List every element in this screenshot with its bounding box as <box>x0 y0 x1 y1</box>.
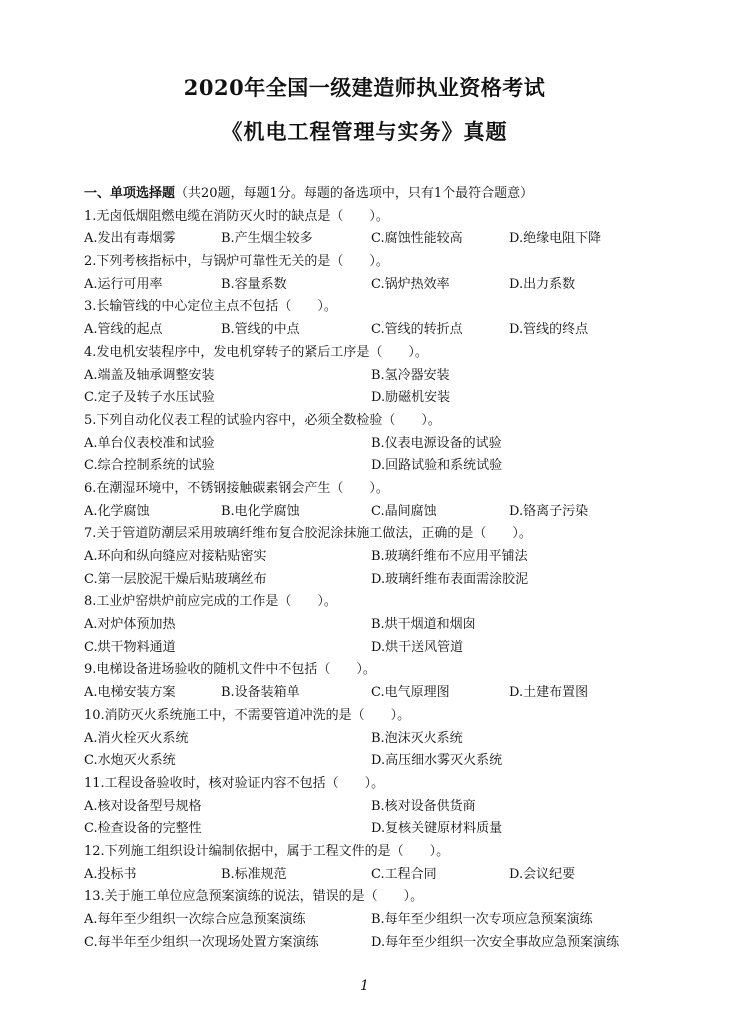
option-b: B.电化学腐蚀 <box>221 503 300 519</box>
question-options <box>84 501 654 524</box>
option-a: A.端盖及轴承调整安装 <box>84 367 215 383</box>
option-b: B.容量系数 <box>221 276 287 292</box>
question-options <box>84 365 654 388</box>
option-c: C.第一层胶泥干燥后贴玻璃丝布 <box>84 571 267 587</box>
option-a: A.运行可用率 <box>84 276 163 292</box>
option-b: B.氢冷器安装 <box>371 367 450 383</box>
option-c: C.检查设备的完整性 <box>84 821 202 837</box>
question-stem: 1.无卤低烟阻燃电缆在消防灭火时的缺点是（ ）。 <box>84 208 389 224</box>
option-a: A.管线的起点 <box>84 322 163 338</box>
question-options <box>84 728 654 751</box>
question-options <box>84 387 654 410</box>
question-options <box>84 433 654 456</box>
option-a: A.化学腐蚀 <box>84 503 150 519</box>
question-options <box>84 569 654 592</box>
question-stem: 4.发电机安装程序中，发电机穿转子的紧后工序是（ ）。 <box>84 344 428 360</box>
option-a: A.核对设备型号规格 <box>84 798 202 814</box>
option-d: D.高压细水雾灭火系统 <box>371 753 503 769</box>
option-c: C.烘干物料通道 <box>84 639 176 655</box>
option-d: D.出力系数 <box>509 276 576 292</box>
question-stem: 8.工业炉窑烘炉前应完成的工作是（ ）。 <box>84 594 337 610</box>
question-options <box>84 637 654 660</box>
option-d: D.土建布置图 <box>509 685 589 701</box>
option-a: A.发出有毒烟雾 <box>84 231 176 247</box>
option-d: D.铬离子污染 <box>509 503 589 519</box>
question-options <box>84 909 654 932</box>
option-a: A.对炉体预加热 <box>84 617 176 633</box>
question-options <box>84 864 654 887</box>
question-options <box>84 682 654 705</box>
option-d: D.玻璃纤维布表面需涂胶泥 <box>371 571 529 587</box>
option-a: A.消火栓灭火系统 <box>84 730 189 746</box>
question-stem: 12.下列施工组织设计编制依据中，属于工程文件的是（ ）。 <box>84 843 450 859</box>
option-a: A.每年至少组织一次综合应急预案演练 <box>84 912 306 927</box>
option-b: B.设备装箱单 <box>221 685 300 701</box>
question-options <box>84 750 654 773</box>
question-options <box>84 455 654 478</box>
question-options <box>84 932 654 955</box>
page-number: 1 <box>360 978 369 994</box>
option-b: B.泡沫灭火系统 <box>371 730 463 746</box>
question-stem: 10.消防灭火系统施工中，不需要管道冲洗的是（ ）。 <box>84 707 411 723</box>
question-stem: 13.关于施工单位应急预案演练的说法，错误的是（ ）。 <box>84 889 424 905</box>
section-note: （共20题，每题1分。每题的备选项中，只有1个最符合题意） <box>175 186 534 201</box>
option-b: B.管线的中点 <box>221 322 300 338</box>
option-b: B.标准规范 <box>221 866 287 882</box>
option-d: D.绝缘电阻下降 <box>509 231 602 247</box>
option-b: B.每年至少组织一次专项应急预案演练 <box>371 912 593 927</box>
question-options <box>84 796 654 819</box>
option-c: C.每半年至少组织一次现场处置方案演练 <box>84 934 319 950</box>
option-a: A.电梯安装方案 <box>84 685 176 701</box>
option-c: C.腐蚀性能较高 <box>371 231 463 247</box>
question-options <box>84 614 654 637</box>
option-b: B.产生烟尘较多 <box>221 231 313 247</box>
option-c: C.管线的转折点 <box>371 322 463 338</box>
option-c: C.晶间腐蚀 <box>371 503 437 519</box>
question-options <box>84 319 654 342</box>
question-stem: 3.长输管线的中心定位主点不包括（ ）。 <box>84 299 337 315</box>
option-a: A.投标书 <box>84 866 137 882</box>
section-heading <box>84 183 654 206</box>
document-subtitle: 《机电工程管理与实务》真题 <box>221 119 508 144</box>
option-a: A.单台仪表校准和试验 <box>84 435 215 451</box>
option-d: D.励磁机安装 <box>371 390 451 406</box>
option-c: C.电气原理图 <box>371 685 450 701</box>
option-b: B.玻璃纤维布不应用平铺法 <box>371 549 528 564</box>
option-d: D.回路试验和系统试验 <box>371 458 503 474</box>
question-options <box>84 546 654 569</box>
option-b: B.核对设备供货商 <box>371 798 476 814</box>
section-title: 一、单项选择题 <box>84 186 176 201</box>
option-c: C.定子及转子水压试验 <box>84 390 215 406</box>
option-c: C.锅炉热效率 <box>371 276 450 292</box>
question-stem: 11.工程设备验收时，核对验证内容不包括（ ）。 <box>84 775 385 791</box>
option-d: D.每年至少组织一次安全事故应急预案演练 <box>371 934 620 950</box>
question-stem: 5.下列自动化仪表工程的试验内容中，必须全数检验（ ）。 <box>84 412 441 428</box>
option-b: B.仪表电源设备的试验 <box>371 435 502 451</box>
option-c: C.工程合同 <box>371 866 437 882</box>
option-c: C.水炮灭火系统 <box>84 753 176 769</box>
question-options <box>84 818 654 841</box>
option-b: B.烘干烟道和烟囱 <box>371 617 476 633</box>
question-options <box>84 228 654 251</box>
option-d: D.复核关键原材料质量 <box>371 821 503 837</box>
question-list <box>84 183 654 954</box>
question-stem: 6.在潮湿环境中，不锈钢接触碳素钢会产生（ ）。 <box>84 480 389 496</box>
option-a: A.环向和纵向缝应对接粘贴密实 <box>84 549 267 564</box>
option-d: D.会议纪要 <box>509 866 576 882</box>
option-d: D.管线的终点 <box>509 322 589 338</box>
document-title: 2020年全国一级建造师执业资格考试 <box>183 75 546 100</box>
question-options <box>84 274 654 297</box>
option-c: C.综合控制系统的试验 <box>84 458 215 474</box>
question-stem: 9.电梯设备进场验收的随机文件中不包括（ ）。 <box>84 662 376 678</box>
question-stem: 7.关于管道防潮层采用玻璃纤维布复合胶泥涂抹施工做法，正确的是（ ）。 <box>84 526 532 542</box>
question-stem: 2.下列考核指标中，与锅炉可靠性无关的是（ ）。 <box>84 254 389 270</box>
option-d: D.烘干送风管道 <box>371 639 464 655</box>
